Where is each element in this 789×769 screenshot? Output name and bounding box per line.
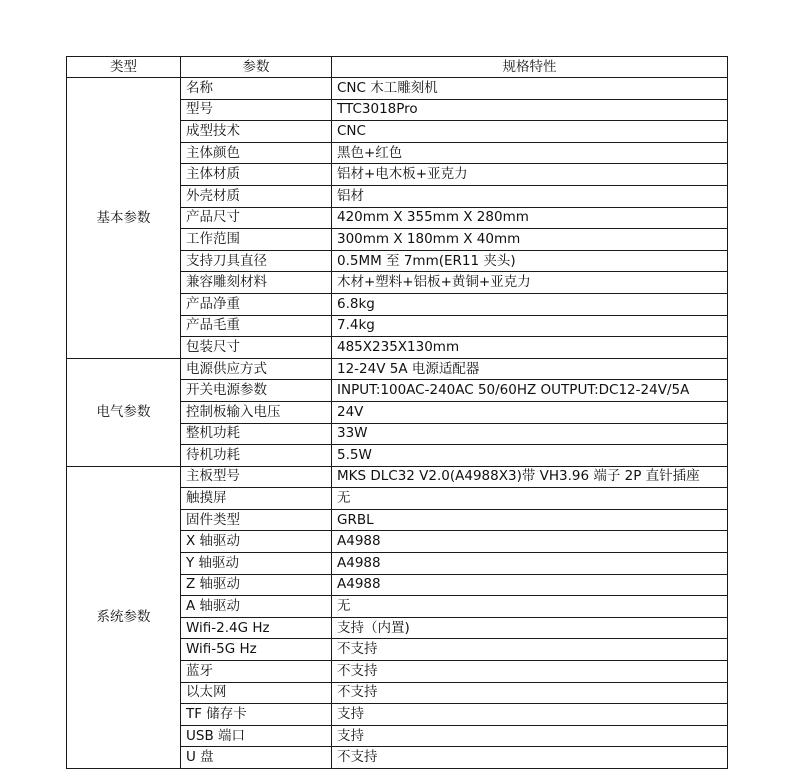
- param-cell: 型号: [181, 99, 332, 121]
- param-cell: Y 轴驱动: [181, 553, 332, 575]
- param-cell: 名称: [181, 78, 332, 100]
- value-cell: 不支持: [332, 747, 728, 769]
- category-cell: 电气参数: [67, 358, 181, 466]
- param-cell: 以太网: [181, 682, 332, 704]
- value-cell: 无: [332, 488, 728, 510]
- value-cell: A4988: [332, 531, 728, 553]
- param-cell: 主板型号: [181, 466, 332, 488]
- value-cell: 支持: [332, 704, 728, 726]
- param-cell: 整机功耗: [181, 423, 332, 445]
- table-row: [67, 358, 728, 380]
- header-spec: 规格特性: [332, 57, 728, 78]
- param-cell: U 盘: [181, 747, 332, 769]
- param-cell: X 轴驱动: [181, 531, 332, 553]
- value-cell: CNC: [332, 121, 728, 143]
- value-cell: MKS DLC32 V2.0(A4988X3)带 VH3.96 端子 2P 直针插座: [332, 466, 728, 488]
- spec-table: [66, 56, 728, 769]
- value-cell: 支持（内置): [332, 617, 728, 639]
- value-cell: 铝材+电木板+亚克力: [332, 164, 728, 186]
- param-cell: 待机功耗: [181, 445, 332, 467]
- value-cell: GRBL: [332, 509, 728, 531]
- value-cell: INPUT:100AC-240AC 50/60HZ OUTPUT:DC12-24V/5A: [332, 380, 728, 402]
- value-cell: 不支持: [332, 682, 728, 704]
- param-cell: 触摸屏: [181, 488, 332, 510]
- param-cell: 控制板输入电压: [181, 401, 332, 423]
- header-row: [67, 57, 728, 78]
- param-cell: 蓝牙: [181, 661, 332, 683]
- value-cell: 支持: [332, 725, 728, 747]
- value-cell: TTC3018Pro: [332, 99, 728, 121]
- param-cell: 工作范围: [181, 229, 332, 251]
- param-cell: 产品毛重: [181, 315, 332, 337]
- param-cell: 开关电源参数: [181, 380, 332, 402]
- param-cell: 主体材质: [181, 164, 332, 186]
- table-row: [67, 78, 728, 100]
- param-cell: A 轴驱动: [181, 596, 332, 618]
- category-cell: 基本参数: [67, 78, 181, 359]
- param-cell: Z 轴驱动: [181, 574, 332, 596]
- value-cell: A4988: [332, 574, 728, 596]
- value-cell: CNC 木工雕刻机: [332, 78, 728, 100]
- header-param: 参数: [181, 57, 332, 78]
- value-cell: 12-24V 5A 电源适配器: [332, 358, 728, 380]
- value-cell: 33W: [332, 423, 728, 445]
- value-cell: 300mm X 180mm X 40mm: [332, 229, 728, 251]
- param-cell: TF 储存卡: [181, 704, 332, 726]
- header-type: 类型: [67, 57, 181, 78]
- table-row: [67, 466, 728, 488]
- value-cell: A4988: [332, 553, 728, 575]
- param-cell: 支持刀具直径: [181, 250, 332, 272]
- value-cell: 无: [332, 596, 728, 618]
- param-cell: 产品净重: [181, 293, 332, 315]
- value-cell: 485X235X130mm: [332, 337, 728, 359]
- param-cell: 主体颜色: [181, 142, 332, 164]
- param-cell: 电源供应方式: [181, 358, 332, 380]
- value-cell: 黑色+红色: [332, 142, 728, 164]
- value-cell: 铝材: [332, 185, 728, 207]
- spec-table-body: [67, 78, 728, 769]
- value-cell: 7.4kg: [332, 315, 728, 337]
- param-cell: 成型技术: [181, 121, 332, 143]
- param-cell: Wifi-5G Hz: [181, 639, 332, 661]
- value-cell: 木材+塑料+铝板+黄铜+亚克力: [332, 272, 728, 294]
- value-cell: 5.5W: [332, 445, 728, 467]
- value-cell: 不支持: [332, 661, 728, 683]
- param-cell: 兼容雕刻材料: [181, 272, 332, 294]
- value-cell: 6.8kg: [332, 293, 728, 315]
- param-cell: Wifi-2.4G Hz: [181, 617, 332, 639]
- value-cell: 0.5MM 至 7mm(ER11 夹头): [332, 250, 728, 272]
- param-cell: 固件类型: [181, 509, 332, 531]
- value-cell: 420mm X 355mm X 280mm: [332, 207, 728, 229]
- param-cell: 外壳材质: [181, 185, 332, 207]
- param-cell: 产品尺寸: [181, 207, 332, 229]
- category-cell: 系统参数: [67, 466, 181, 768]
- param-cell: 包装尺寸: [181, 337, 332, 359]
- param-cell: USB 端口: [181, 725, 332, 747]
- value-cell: 24V: [332, 401, 728, 423]
- value-cell: 不支持: [332, 639, 728, 661]
